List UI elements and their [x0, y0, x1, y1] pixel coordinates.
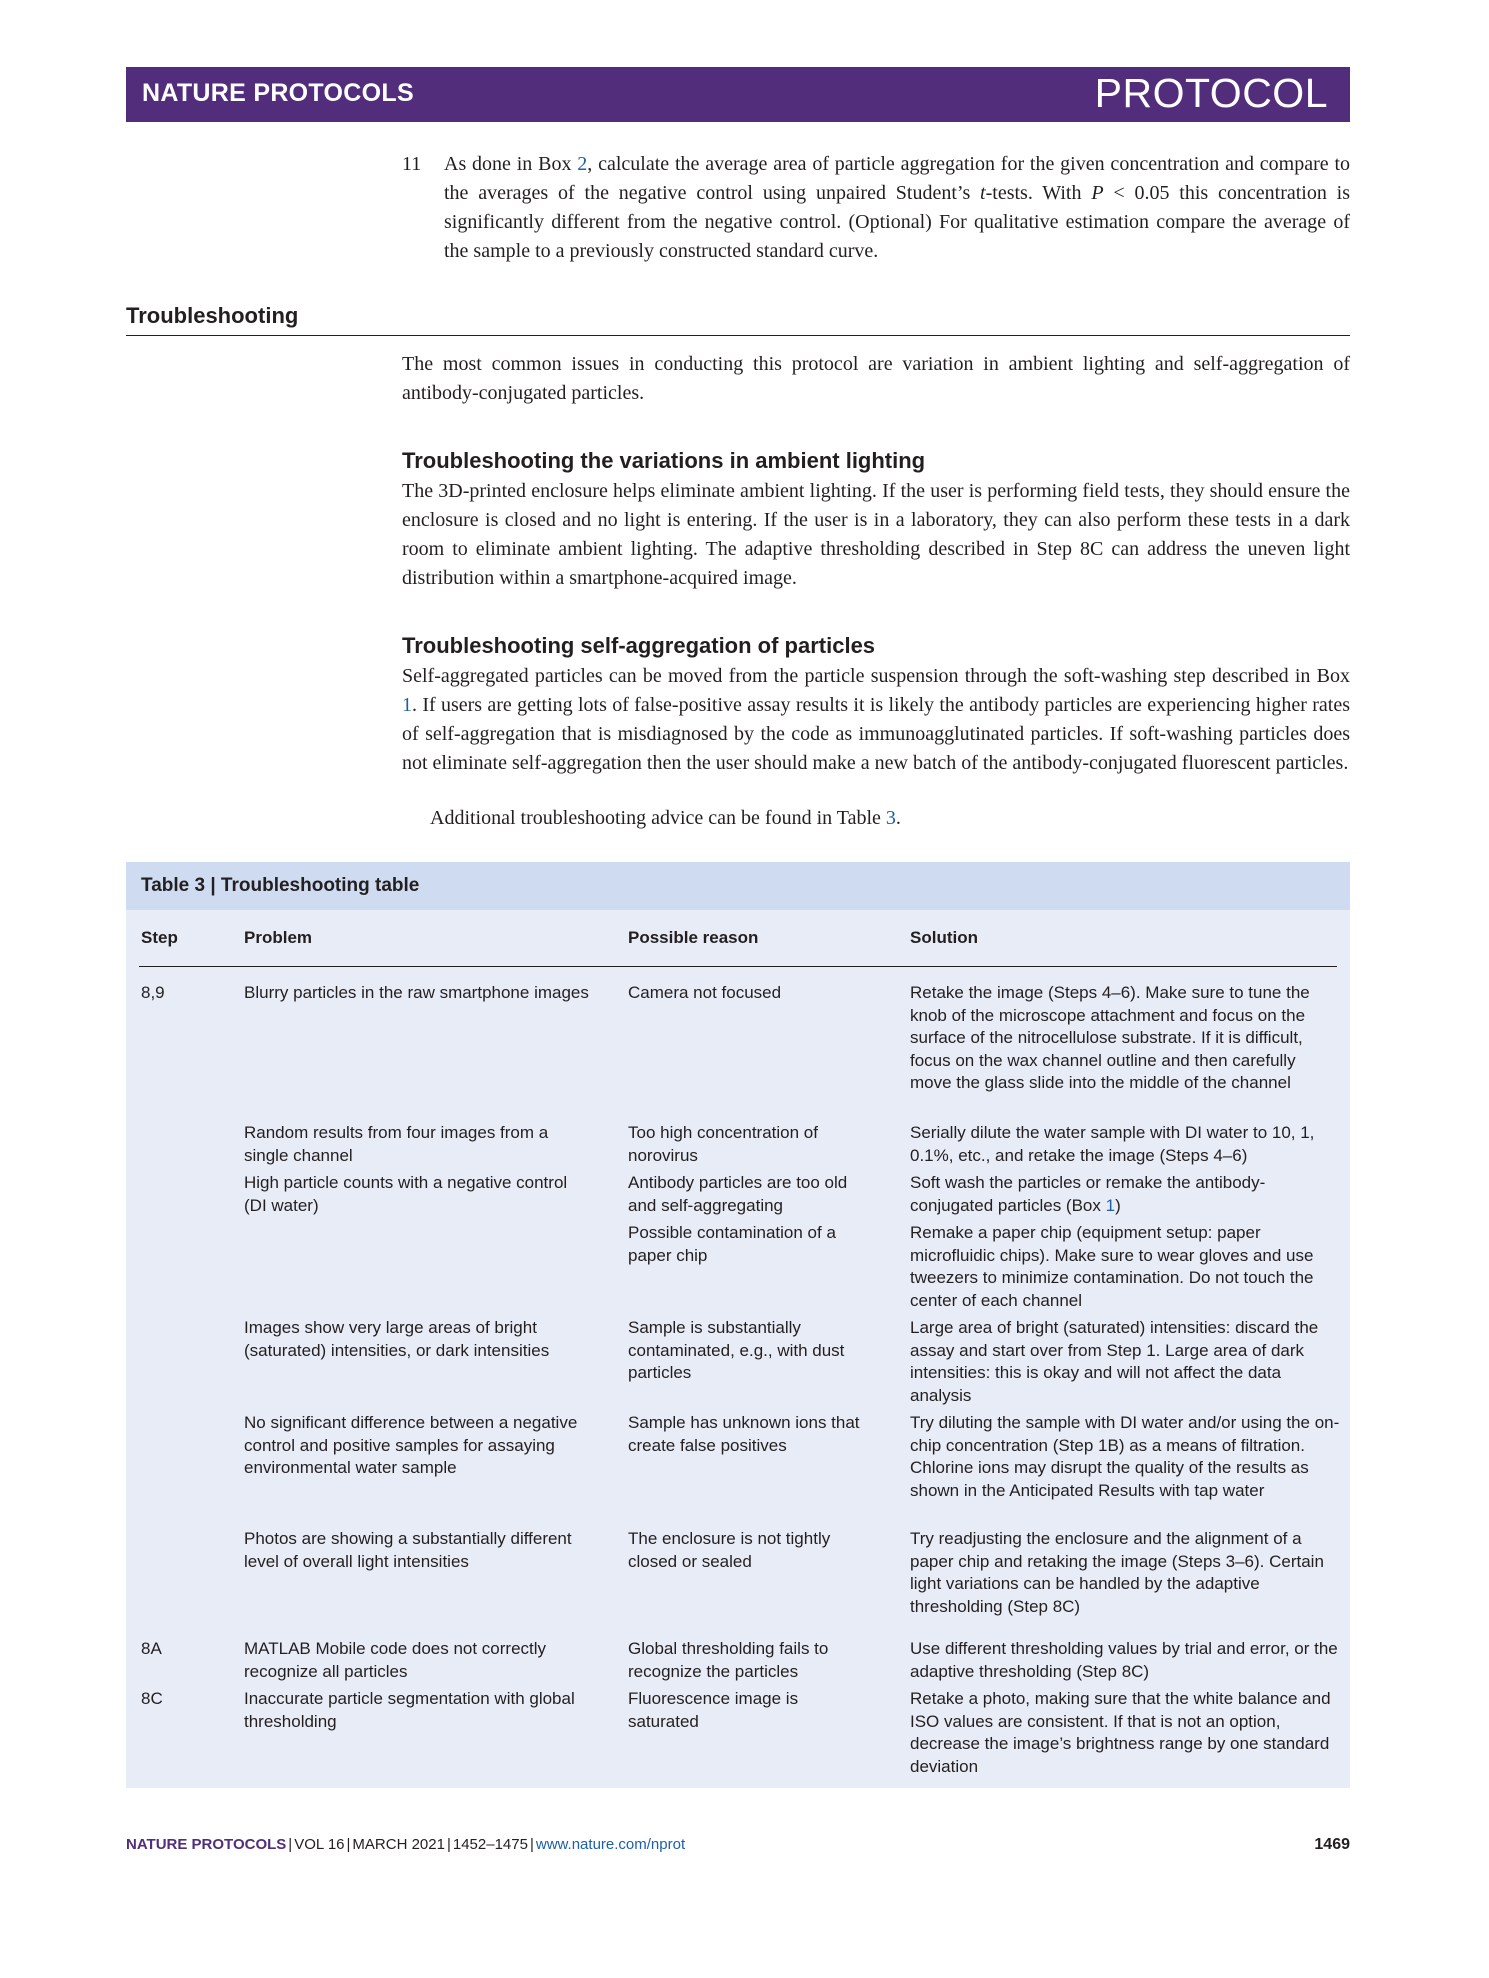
- article-type: PROTOCOL: [1094, 70, 1328, 116]
- footer-separator: |: [288, 1836, 293, 1853]
- paragraph-part: Additional troubleshooting advice can be found in Table: [430, 807, 886, 829]
- cell-solution: Try diluting the sample with DI water and/or using the on-chip concentration (Step 1B) as a means of filtration. Chlorine ions may disrupt the quality of the results as shown in the Anticipated Results with tap water: [910, 1413, 1340, 1500]
- column-header-reason: Possible reason: [628, 928, 759, 947]
- cell-text-part: ): [1115, 1195, 1121, 1215]
- box-1-link[interactable]: 1: [1105, 1195, 1116, 1215]
- cell-text-part: Soft wash the particles or remake the antibody-conjugated particles (Box: [910, 1173, 1266, 1215]
- cell-problem: Photos are showing a substantially different level of overall light intensities: [244, 1529, 572, 1571]
- protocol-step-11: [402, 150, 1350, 266]
- column-header-problem: Problem: [244, 928, 313, 947]
- journal-name: NATURE PROTOCOLS: [142, 79, 414, 107]
- cell-reason: Sample has unknown ions that create false positives: [628, 1413, 860, 1455]
- subheading-ambient-lighting: Troubleshooting the variations in ambient lighting: [402, 448, 926, 473]
- paragraph-part: . If users are getting lots of false-positive assay results it is likely the antibody particles are experiencing higher rates of self-aggregation that is misdiagnosed by the code as immunoagglutinated particles. If soft-washing particles does not eliminate self-aggregation then the user should make a new batch of the antibody-conjugated fluorescent particles.: [402, 694, 1350, 774]
- footer-separator: |: [529, 1836, 534, 1853]
- page-footer: [126, 1836, 685, 1853]
- footer-separator: |: [346, 1836, 351, 1853]
- step-text: [444, 150, 1350, 266]
- cell-reason: Too high concentration of norovirus: [628, 1123, 818, 1165]
- column-header-solution: Solution: [910, 928, 978, 947]
- cell-reason: Possible contamination of a paper chip: [628, 1223, 836, 1265]
- cell-problem: Random results from four images from a single channel: [244, 1123, 549, 1165]
- step-number: 11: [402, 153, 422, 175]
- step-text-part: < 0.05 this concentration is significantly different from the negative control. (Optional) For qualitative estimation compare the average of the sample to a previously constructed standard curve.: [444, 182, 1351, 262]
- table-caption: Table 3 | Troubleshooting table: [141, 875, 420, 896]
- cell-problem: Images show very large areas of bright (saturated) intensities, or dark intensities: [244, 1318, 550, 1360]
- cell-step: 8C: [141, 1689, 163, 1708]
- p-value-italic: P: [1091, 182, 1104, 204]
- box-1-link[interactable]: 1: [402, 694, 412, 716]
- cell-solution: Retake a photo, making sure that the white balance and ISO values are consistent. If that is not an option, decrease the image’s brightness range by one standard deviation: [910, 1689, 1331, 1776]
- troubleshooting-table: [126, 862, 1350, 1788]
- page-number: 1469: [1314, 1836, 1350, 1853]
- cell-solution: [910, 1172, 1340, 1217]
- cell-solution: Serially dilute the water sample with DI water to 10, 1, 0.1%, etc., and retake the image (Steps 4–6): [910, 1123, 1315, 1165]
- cell-reason: Global thresholding fails to recognize the particles: [628, 1639, 829, 1681]
- footer-pages: 1452–1475: [452, 1836, 528, 1853]
- troubleshooting-intro: The most common issues in conducting this protocol are variation in ambient lighting and self-aggregation of antibody-conjugated particles.: [402, 353, 1350, 404]
- paragraph-part: Self-aggregated particles can be moved from the particle suspension through the soft-washing step described in Box: [402, 665, 1350, 687]
- cell-problem: High particle counts with a negative control (DI water): [244, 1173, 568, 1215]
- step-text-part: , calculate the average area of particle aggregation for the given concentration and compare to the averages of the negative control using unpaired Student’s: [444, 153, 1351, 204]
- column-header-step: Step: [141, 928, 178, 947]
- cell-step: 8,9: [141, 983, 165, 1002]
- journal-header-bar: [126, 67, 1350, 122]
- cell-problem: Inaccurate particle segmentation with global thresholding: [244, 1689, 575, 1731]
- box-2-link[interactable]: 2: [577, 153, 588, 175]
- t-test-italic: t: [980, 182, 986, 204]
- footer-date: MARCH 2021: [352, 1836, 445, 1853]
- self-aggregation-paragraph: [402, 662, 1350, 778]
- cell-problem: No significant difference between a negative control and positive samples for assaying environmental water sample: [244, 1413, 578, 1477]
- cell-problem: MATLAB Mobile code does not correctly recognize all particles: [244, 1639, 547, 1681]
- cell-solution: Remake a paper chip (equipment setup: paper microfluidic chips). Make sure to wear gloves and use tweezers to minimize contamination. Do not touch the center of each channel: [910, 1223, 1314, 1310]
- cell-step: 8A: [141, 1639, 162, 1658]
- step-text-part: -tests. With: [985, 182, 1092, 204]
- paragraph-part: .: [895, 807, 901, 829]
- cell-problem: Blurry particles in the raw smartphone images: [244, 983, 589, 1002]
- cell-reason: Sample is substantially contaminated, e.g., with dust particles: [628, 1318, 845, 1382]
- cell-solution: Use different thresholding values by trial and error, or the adaptive thresholding (Step 8C): [910, 1639, 1338, 1681]
- section-heading-troubleshooting: Troubleshooting: [126, 303, 299, 328]
- cell-solution: Large area of bright (saturated) intensities: discard the assay and start over from Step 1. Large area of dark intensities: this is okay and will not affect the data analysis: [910, 1318, 1319, 1405]
- footer-separator: |: [446, 1836, 451, 1853]
- section-divider: [126, 335, 1350, 336]
- table-caption-bar: [126, 862, 1350, 910]
- cell-solution: Try readjusting the enclosure and the alignment of a paper chip and retaking the image (Steps 3–6). Certain light variations can be handled by the adaptive thresholding (Step 8C): [910, 1529, 1324, 1616]
- cell-reason: Camera not focused: [628, 983, 782, 1002]
- footer-url-link[interactable]: www.nature.com/nprot: [535, 1836, 686, 1853]
- additional-advice-paragraph: [402, 804, 1350, 833]
- cell-solution: Retake the image (Steps 4–6). Make sure to tune the knob of the microscope attachment and focus on the surface of the nitrocellulose substrate. If it is difficult, focus on the wax channel outline and then carefully move the glass slide into the middle of the channel: [910, 983, 1310, 1092]
- ambient-lighting-paragraph: The 3D-printed enclosure helps eliminate ambient lighting. If the user is performing field tests, they should ensure the enclosure is closed and no light is entering. If the user is in a laboratory, they can also perform these tests in a dark room to eliminate ambient lighting. The adaptive thresholding described in Step 8C can address the uneven light distribution within a smartphone-acquired image.: [402, 480, 1350, 589]
- cell-reason: Antibody particles are too old and self-aggregating: [628, 1173, 848, 1215]
- table-3-link[interactable]: 3: [885, 807, 896, 829]
- table-header-rule: [139, 966, 1337, 967]
- footer-journal: NATURE PROTOCOLS: [126, 1836, 287, 1853]
- step-text-part: As done in Box: [444, 153, 578, 175]
- footer-volume: VOL 16: [294, 1836, 345, 1853]
- subheading-self-aggregation: Troubleshooting self-aggregation of particles: [402, 633, 876, 658]
- cell-reason: Fluorescence image is saturated: [628, 1689, 799, 1731]
- cell-reason: The enclosure is not tightly closed or sealed: [628, 1529, 831, 1571]
